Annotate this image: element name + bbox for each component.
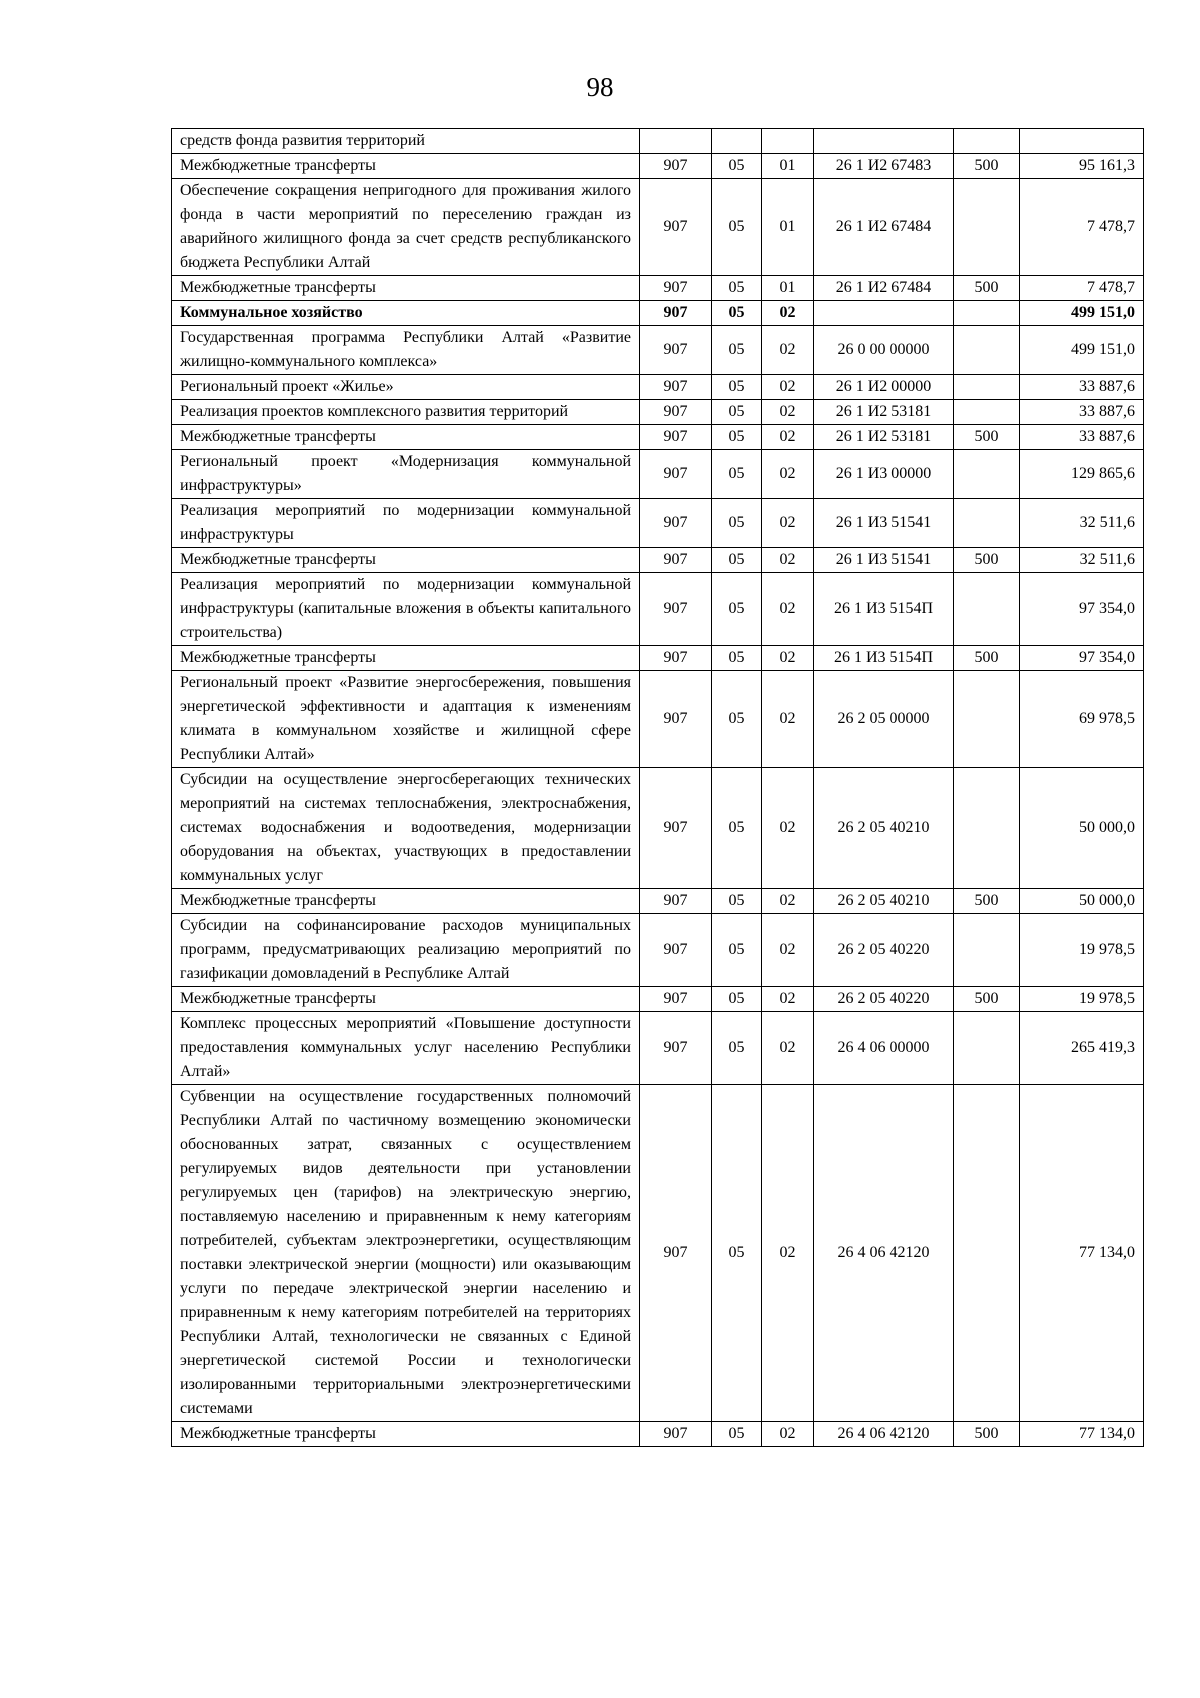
ministry-code: 907 (640, 276, 712, 301)
subsection-code: 02 (762, 301, 814, 326)
table-row (172, 889, 1144, 914)
target-article-code: 26 4 06 42120 (814, 1085, 954, 1422)
expense-type-code (954, 450, 1020, 499)
expense-type-code (954, 129, 1020, 154)
amount: 69 978,5 (1020, 671, 1144, 768)
section-code: 05 (712, 914, 762, 987)
ministry-code: 907 (640, 914, 712, 987)
expense-type-code (954, 1085, 1020, 1422)
section-code: 05 (712, 179, 762, 276)
ministry-code: 907 (640, 450, 712, 499)
item-name: Обеспечение сокращения непригодного для проживания жилого фонда в части мероприятий по переселению граждан из аварийного жилищного фонда за счет средств республиканского бюджета Республики Алтай (172, 179, 640, 276)
section-code: 05 (712, 548, 762, 573)
amount: 19 978,5 (1020, 987, 1144, 1012)
table-row (172, 154, 1144, 179)
amount (1020, 129, 1144, 154)
section-code: 05 (712, 326, 762, 375)
ministry-code: 907 (640, 1085, 712, 1422)
table-row (172, 646, 1144, 671)
amount: 97 354,0 (1020, 646, 1144, 671)
subsection-code: 02 (762, 450, 814, 499)
table-row (172, 425, 1144, 450)
item-name: Региональный проект «Модернизация коммунальной инфраструктуры» (172, 450, 640, 499)
table-row (172, 1085, 1144, 1422)
item-name: Реализация мероприятий по модернизации коммунальной инфраструктуры (капитальные вложения в объекты капитального строительства) (172, 573, 640, 646)
expense-type-code: 500 (954, 646, 1020, 671)
item-name: Субсидии на софинансирование расходов муниципальных программ, предусматривающих реализацию мероприятий по газификации домовладений в Республике Алтай (172, 914, 640, 987)
item-name: Межбюджетные трансферты (172, 276, 640, 301)
ministry-code: 907 (640, 400, 712, 425)
subsection-code: 01 (762, 276, 814, 301)
expense-type-code: 500 (954, 548, 1020, 573)
section-code: 05 (712, 1085, 762, 1422)
expense-type-code (954, 400, 1020, 425)
target-article-code: 26 1 И2 53181 (814, 400, 954, 425)
table-row (172, 987, 1144, 1012)
amount: 97 354,0 (1020, 573, 1144, 646)
expense-type-code (954, 768, 1020, 889)
subsection-code: 02 (762, 1085, 814, 1422)
ministry-code: 907 (640, 154, 712, 179)
section-code: 05 (712, 1012, 762, 1085)
section-code: 05 (712, 1422, 762, 1447)
page-number: 98 (586, 72, 614, 102)
ministry-code: 907 (640, 499, 712, 548)
section-code: 05 (712, 375, 762, 400)
item-name: Субсидии на осуществление энергосберегающих технических мероприятий на системах теплоснабжения, электроснабжения, системах водоснабжения и водоотведения, модернизации оборудования на объектах, участвующих в предоставлении коммунальных услуг (172, 768, 640, 889)
item-name: Межбюджетные трансферты (172, 548, 640, 573)
target-article-code: 26 2 05 00000 (814, 671, 954, 768)
target-article-code (814, 129, 954, 154)
section-code: 05 (712, 671, 762, 768)
ministry-code: 907 (640, 671, 712, 768)
section-code: 05 (712, 301, 762, 326)
target-article-code: 26 1 И3 5154П (814, 646, 954, 671)
ministry-code: 907 (640, 425, 712, 450)
subsection-code: 02 (762, 400, 814, 425)
section-code: 05 (712, 450, 762, 499)
item-name: Межбюджетные трансферты (172, 889, 640, 914)
subsection-code: 01 (762, 154, 814, 179)
section-code: 05 (712, 646, 762, 671)
target-article-code: 26 1 И3 00000 (814, 450, 954, 499)
ministry-code: 907 (640, 1422, 712, 1447)
section-code: 05 (712, 154, 762, 179)
table-row (172, 450, 1144, 499)
target-article-code: 26 2 05 40210 (814, 768, 954, 889)
expense-type-code (954, 914, 1020, 987)
section-code: 05 (712, 768, 762, 889)
item-name: Комплекс процессных мероприятий «Повышение доступности предоставления коммунальных услуг населению Республики Алтай» (172, 1012, 640, 1085)
section-code: 05 (712, 889, 762, 914)
ministry-code: 907 (640, 548, 712, 573)
table-row (172, 499, 1144, 548)
amount: 499 151,0 (1020, 326, 1144, 375)
subsection-code: 02 (762, 987, 814, 1012)
subsection-code: 02 (762, 326, 814, 375)
subsection-code: 02 (762, 499, 814, 548)
expense-type-code (954, 499, 1020, 548)
target-article-code: 26 2 05 40210 (814, 889, 954, 914)
item-name: Региональный проект «Развитие энергосбережения, повышения энергетической эффективности и адаптация к изменениям климата в коммунальном хозяйстве и жилищной сфере Республики Алтай» (172, 671, 640, 768)
target-article-code: 26 2 05 40220 (814, 914, 954, 987)
subsection-code: 02 (762, 1422, 814, 1447)
section-code: 05 (712, 573, 762, 646)
table-row (172, 375, 1144, 400)
target-article-code: 26 2 05 40220 (814, 987, 954, 1012)
ministry-code: 907 (640, 987, 712, 1012)
amount: 32 511,6 (1020, 548, 1144, 573)
amount: 77 134,0 (1020, 1422, 1144, 1447)
section-code: 05 (712, 276, 762, 301)
target-article-code: 26 1 И2 67484 (814, 179, 954, 276)
table-row (172, 179, 1144, 276)
section-code (712, 129, 762, 154)
expense-type-code: 500 (954, 425, 1020, 450)
amount: 95 161,3 (1020, 154, 1144, 179)
amount: 7 478,7 (1020, 276, 1144, 301)
table-row (172, 1422, 1144, 1447)
amount: 32 511,6 (1020, 499, 1144, 548)
table-row (172, 914, 1144, 987)
section-code: 05 (712, 400, 762, 425)
target-article-code: 26 1 И3 5154П (814, 573, 954, 646)
item-name: Региональный проект «Жилье» (172, 375, 640, 400)
subsection-code: 02 (762, 573, 814, 646)
table-row (172, 671, 1144, 768)
expense-type-code (954, 179, 1020, 276)
amount: 19 978,5 (1020, 914, 1144, 987)
target-article-code: 26 4 06 00000 (814, 1012, 954, 1085)
section-code: 05 (712, 425, 762, 450)
target-article-code: 26 0 00 00000 (814, 326, 954, 375)
ministry-code: 907 (640, 326, 712, 375)
target-article-code: 26 1 И3 51541 (814, 548, 954, 573)
expense-type-code (954, 326, 1020, 375)
item-name: Коммунальное хозяйство (172, 301, 640, 326)
subsection-code (762, 129, 814, 154)
item-name: Реализация мероприятий по модернизации коммунальной инфраструктуры (172, 499, 640, 548)
expense-type-code (954, 301, 1020, 326)
subsection-code: 02 (762, 889, 814, 914)
item-name: Субвенции на осуществление государственных полномочий Республики Алтай по частичному возмещению экономически обоснованных затрат, связанных с осуществлением регулируемых видов деятельности при установлении регулируемых цен (тарифов) на электрическую энергию, поставляемую населению и приравненным к нему категориям потребителей, субъектам электроэнергетики, осуществляющим поставки электрической энергии (мощности) или оказывающим услуги по передаче электрической энергии населению и приравненным к нему категориям потребителей на территориях Республики Алтай, технологически не связанных с Единой энергетической системой России и технологически изолированными территориальными электроэнергетическими системами (172, 1085, 640, 1422)
table-row (172, 129, 1144, 154)
target-article-code: 26 4 06 42120 (814, 1422, 954, 1447)
ministry-code: 907 (640, 768, 712, 889)
table-row (172, 326, 1144, 375)
subsection-code: 02 (762, 548, 814, 573)
ministry-code: 907 (640, 375, 712, 400)
amount: 265 419,3 (1020, 1012, 1144, 1085)
section-code: 05 (712, 987, 762, 1012)
target-article-code (814, 301, 954, 326)
subsection-code: 02 (762, 375, 814, 400)
ministry-code: 907 (640, 889, 712, 914)
item-name: Межбюджетные трансферты (172, 1422, 640, 1447)
table-row (172, 301, 1144, 326)
expense-type-code (954, 375, 1020, 400)
subsection-code: 01 (762, 179, 814, 276)
ministry-code: 907 (640, 301, 712, 326)
target-article-code: 26 1 И3 51541 (814, 499, 954, 548)
item-name: средств фонда развития территорий (172, 129, 640, 154)
target-article-code: 26 1 И2 67484 (814, 276, 954, 301)
table-row (172, 400, 1144, 425)
item-name: Реализация проектов комплексного развития территорий (172, 400, 640, 425)
item-name: Межбюджетные трансферты (172, 987, 640, 1012)
expense-type-code: 500 (954, 154, 1020, 179)
amount: 33 887,6 (1020, 375, 1144, 400)
amount: 33 887,6 (1020, 425, 1144, 450)
table-row (172, 548, 1144, 573)
table-row (172, 768, 1144, 889)
target-article-code: 26 1 И2 67483 (814, 154, 954, 179)
expense-type-code (954, 671, 1020, 768)
subsection-code: 02 (762, 646, 814, 671)
ministry-code: 907 (640, 573, 712, 646)
target-article-code: 26 1 И2 53181 (814, 425, 954, 450)
amount: 33 887,6 (1020, 400, 1144, 425)
subsection-code: 02 (762, 671, 814, 768)
target-article-code: 26 1 И2 00000 (814, 375, 954, 400)
ministry-code: 907 (640, 179, 712, 276)
subsection-code: 02 (762, 768, 814, 889)
table-row (172, 276, 1144, 301)
budget-table (171, 128, 1144, 1447)
item-name: Межбюджетные трансферты (172, 425, 640, 450)
ministry-code: 907 (640, 646, 712, 671)
expense-type-code: 500 (954, 1422, 1020, 1447)
subsection-code: 02 (762, 425, 814, 450)
section-code: 05 (712, 499, 762, 548)
table-body (172, 129, 1144, 1447)
amount: 7 478,7 (1020, 179, 1144, 276)
expense-type-code: 500 (954, 987, 1020, 1012)
expense-type-code: 500 (954, 889, 1020, 914)
item-name: Межбюджетные трансферты (172, 646, 640, 671)
item-name: Государственная программа Республики Алтай «Развитие жилищно-коммунального комплекса» (172, 326, 640, 375)
amount: 77 134,0 (1020, 1085, 1144, 1422)
expense-type-code (954, 1012, 1020, 1085)
table-row (172, 573, 1144, 646)
expense-type-code: 500 (954, 276, 1020, 301)
subsection-code: 02 (762, 1012, 814, 1085)
ministry-code: 907 (640, 1012, 712, 1085)
subsection-code: 02 (762, 914, 814, 987)
amount: 499 151,0 (1020, 301, 1144, 326)
table-row (172, 1012, 1144, 1085)
amount: 129 865,6 (1020, 450, 1144, 499)
amount: 50 000,0 (1020, 889, 1144, 914)
item-name: Межбюджетные трансферты (172, 154, 640, 179)
expense-type-code (954, 573, 1020, 646)
ministry-code (640, 129, 712, 154)
amount: 50 000,0 (1020, 768, 1144, 889)
